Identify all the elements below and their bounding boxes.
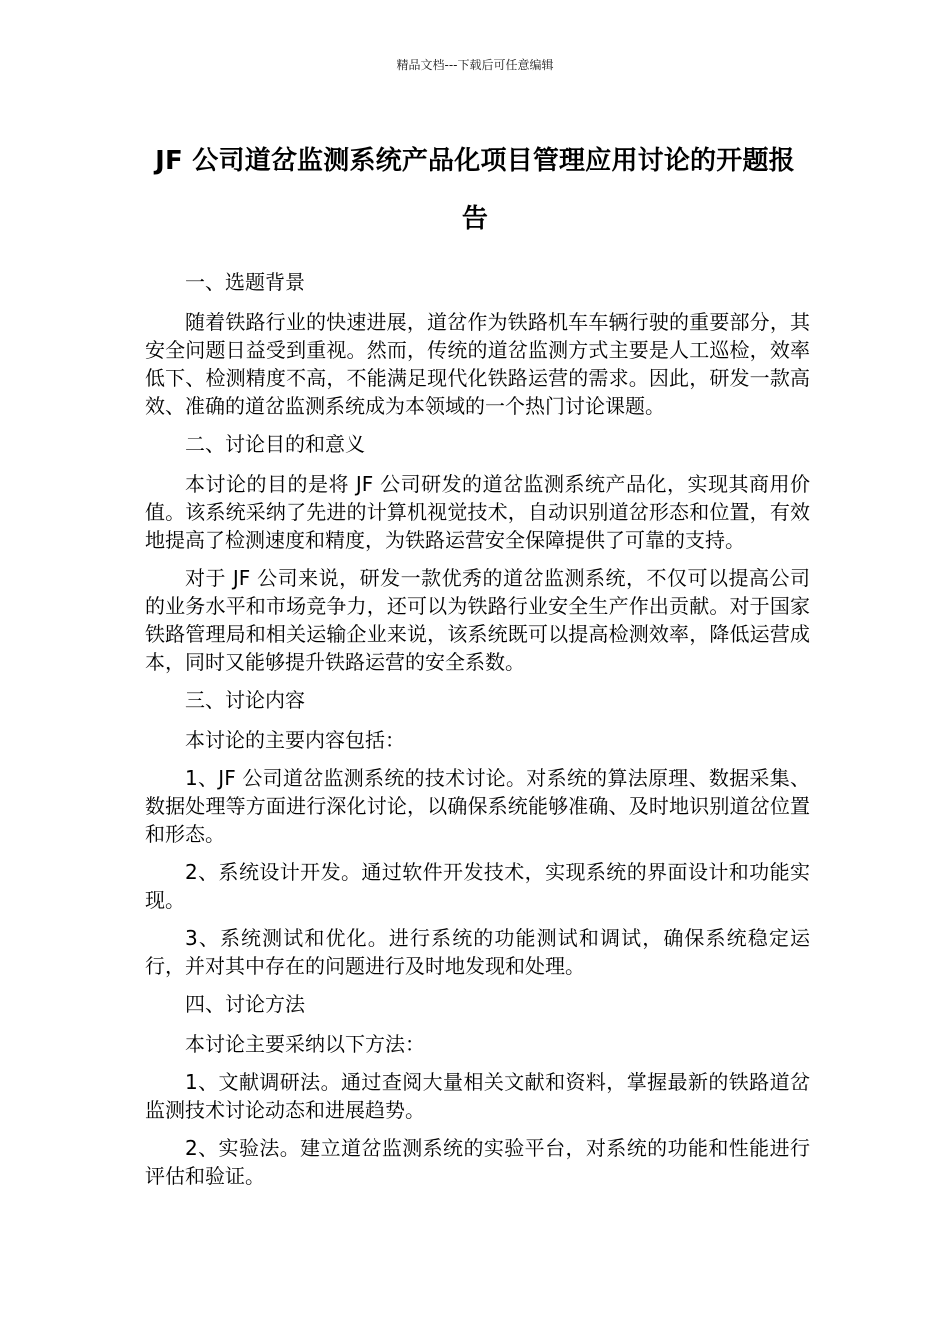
section-heading: 三、讨论内容 xyxy=(185,688,305,712)
body-paragraph: 本讨论主要采纳以下方法： xyxy=(185,1032,425,1056)
page-header: 精品文档---下载后可任意编辑 xyxy=(396,58,554,72)
list-item: 3、系统测试和优化。进行系统的功能测试和调试，确保系统稳定运行，并对其中存在的问题进行及时地发现和处理。 xyxy=(145,926,810,978)
document-body xyxy=(145,268,810,1200)
list-item: 1、JF 公司道岔监测系统的技术讨论。对系统的算法原理、数据采集、数据处理等方面进行深化讨论，以确保系统能够准确、及时地识别道岔位置和形态。 xyxy=(145,766,810,846)
body-paragraph: 随着铁路行业的快速进展，道岔作为铁路机车车辆行驶的重要部分，其安全问题日益受到重视。然而，传统的道岔监测方式主要是人工巡检，效率低下、检测精度不高，不能满足现代化铁路运营的需求。因此，研发一款高效、准确的道岔监测系统成为本领域的一个热门讨论课题。 xyxy=(145,310,810,418)
body-paragraph: 本讨论的目的是将 JF 公司研发的道岔监测系统产品化，实现其商用价值。该系统采纳了先进的计算机视觉技术，自动识别道岔形态和位置，有效地提高了检测速度和精度，为铁路运营安全保障提供了可靠的支持。 xyxy=(145,472,810,552)
document-title: JF 公司道岔监测系统产品化项目管理应用讨论的开题报告 xyxy=(155,146,795,234)
section-heading: 一、选题背景 xyxy=(185,270,305,294)
section-heading: 二、讨论目的和意义 xyxy=(185,432,365,456)
body-paragraph: 对于 JF 公司来说，研发一款优秀的道岔监测系统，不仅可以提高公司的业务水平和市场竞争力，还可以为铁路行业安全生产作出贡献。对于国家铁路管理局和相关运输企业来说，该系统既可以提高检测效率，降低运营成本，同时又能够提升铁路运营的安全系数。 xyxy=(145,566,810,674)
section-heading: 四、讨论方法 xyxy=(185,992,305,1016)
list-item: 1、文献调研法。通过查阅大量相关文献和资料，掌握最新的铁路道岔监测技术讨论动态和进展趋势。 xyxy=(145,1070,810,1122)
body-paragraph: 本讨论的主要内容包括： xyxy=(185,728,405,752)
list-item: 2、系统设计开发。通过软件开发技术，实现系统的界面设计和功能实现。 xyxy=(145,860,810,912)
list-item: 2、实验法。建立道岔监测系统的实验平台，对系统的功能和性能进行评估和验证。 xyxy=(145,1136,810,1188)
